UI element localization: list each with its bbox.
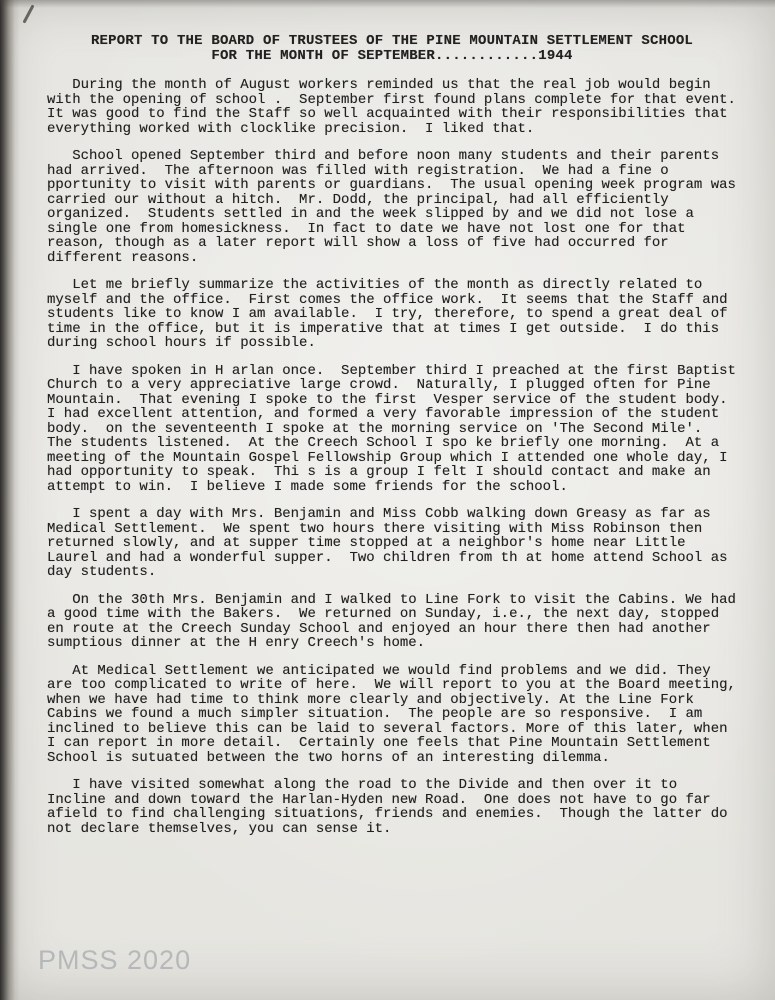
paragraph-6: On the 30th Mrs. Benjamin and I walked to Line Fork to visit the Cabins. We had a good time with the Bakers. We returned on Sunday, i.e., the next day, stopped en route at the Creech Sunday School and enjoyed an hour there then had another sumptious dinner at the H enry Creech's home. [47,591,745,651]
paragraph-5: I spent a day with Mrs. Benjamin and Miss Cobb walking down Greasy as far as Medical Settlement. We spent two hours there visiting with Miss Robinson then returned slowly, and at supper time stopped at a neighbor's home near Little Laurel and had a wonderful supper. Two children from th at home attend School as day students. [47,506,736,580]
paragraph-8: I have visited somewhat along the road to the Divide and then over it to Incline and down toward the Harlan-Hyden new Road. One does not have to go far afield to find challenging situations, friends and enemies. Though the latter do not declare themselves, you can sense it. [47,777,736,837]
document-body [47,33,753,837]
scan-edge-shadow-left [0,0,20,1000]
paragraph-7: At Medical Settlement we anticipated we would find problems and we did. They are too complicated to write of here. We will report to you at the Board meeting, when we have had time to think more clearly and objectively. At the Line Fork Cabins we found a much simpler situation. The people are so responsive. I am inclined to believe this can be laid to several factors. More of this later, when I can report in more detail. Certainly one feels that Pine Mountain Settlement School is sutuated between the two horns of an interesting dilemma. [47,662,745,766]
title-line-2: FOR THE MONTH OF SEPTEMBER............1944 [211,47,573,64]
pmss-watermark: PMSS 2020 [38,945,192,975]
title-line-1: REPORT TO THE BOARD OF TRUSTEES OF THE PINE MOUNTAIN SETTLEMENT SCHOOL [90,33,694,49]
scan-edge-shadow-top [0,0,775,8]
paragraph-1: During the month of August workers reminded us that the real job would begin with the opening of school . September first found plans complete for that event. It was good to find the Staff so well acquainted with their responsibilities that everything worked with clocklike precision. I liked that. [47,77,753,137]
document-title [47,34,737,63]
scan-corner-mark [22,4,34,23]
paragraph-3: Let me briefly summarize the activities of the month as directly related to myself and the office. First comes the office work. It seems that the Staff and students like to know I am available. I try, therefore, to spend a great deal of time in the office, but it is imperative that at times I get outside. I do this during school hours if possible. [47,277,745,351]
paragraph-4: I have spoken in H arlan once. September third I preached at the first Baptist Church to a very appreciative large crowd. Naturally, I plugged often for Pine Mountain. That evening I spoke to the first Vesper service of the student body. I had excellent attention, and formed a very favorable impression of the student body. on the seventeenth I spoke at the morning service on 'The Second Mile'. The students listened. At the Creech School I spo ke briefly one morning. At a meeting of the Mountain Gospel Fellowship Group which I attended one whole day, I had opportunity to speak. Thi s is a group I felt I should contact and make an attempt to win. I believe I made some friends for the school. [47,362,745,495]
paragraph-2: School opened September third and before noon many students and their parents had arrived. The afternoon was filled with registration. We had a fine o pportunity to visit with parents or guardians. The usual opening week program was carried our without a hitch. Mr. Dodd, the principal, had all efficiently organized. Students settled in and the week slipped by and we did not lose a single one from homesickness. In fact to date we have not lost one for that reason, though as a later report will show a loss of five had occurred for different reasons. [47,148,745,266]
